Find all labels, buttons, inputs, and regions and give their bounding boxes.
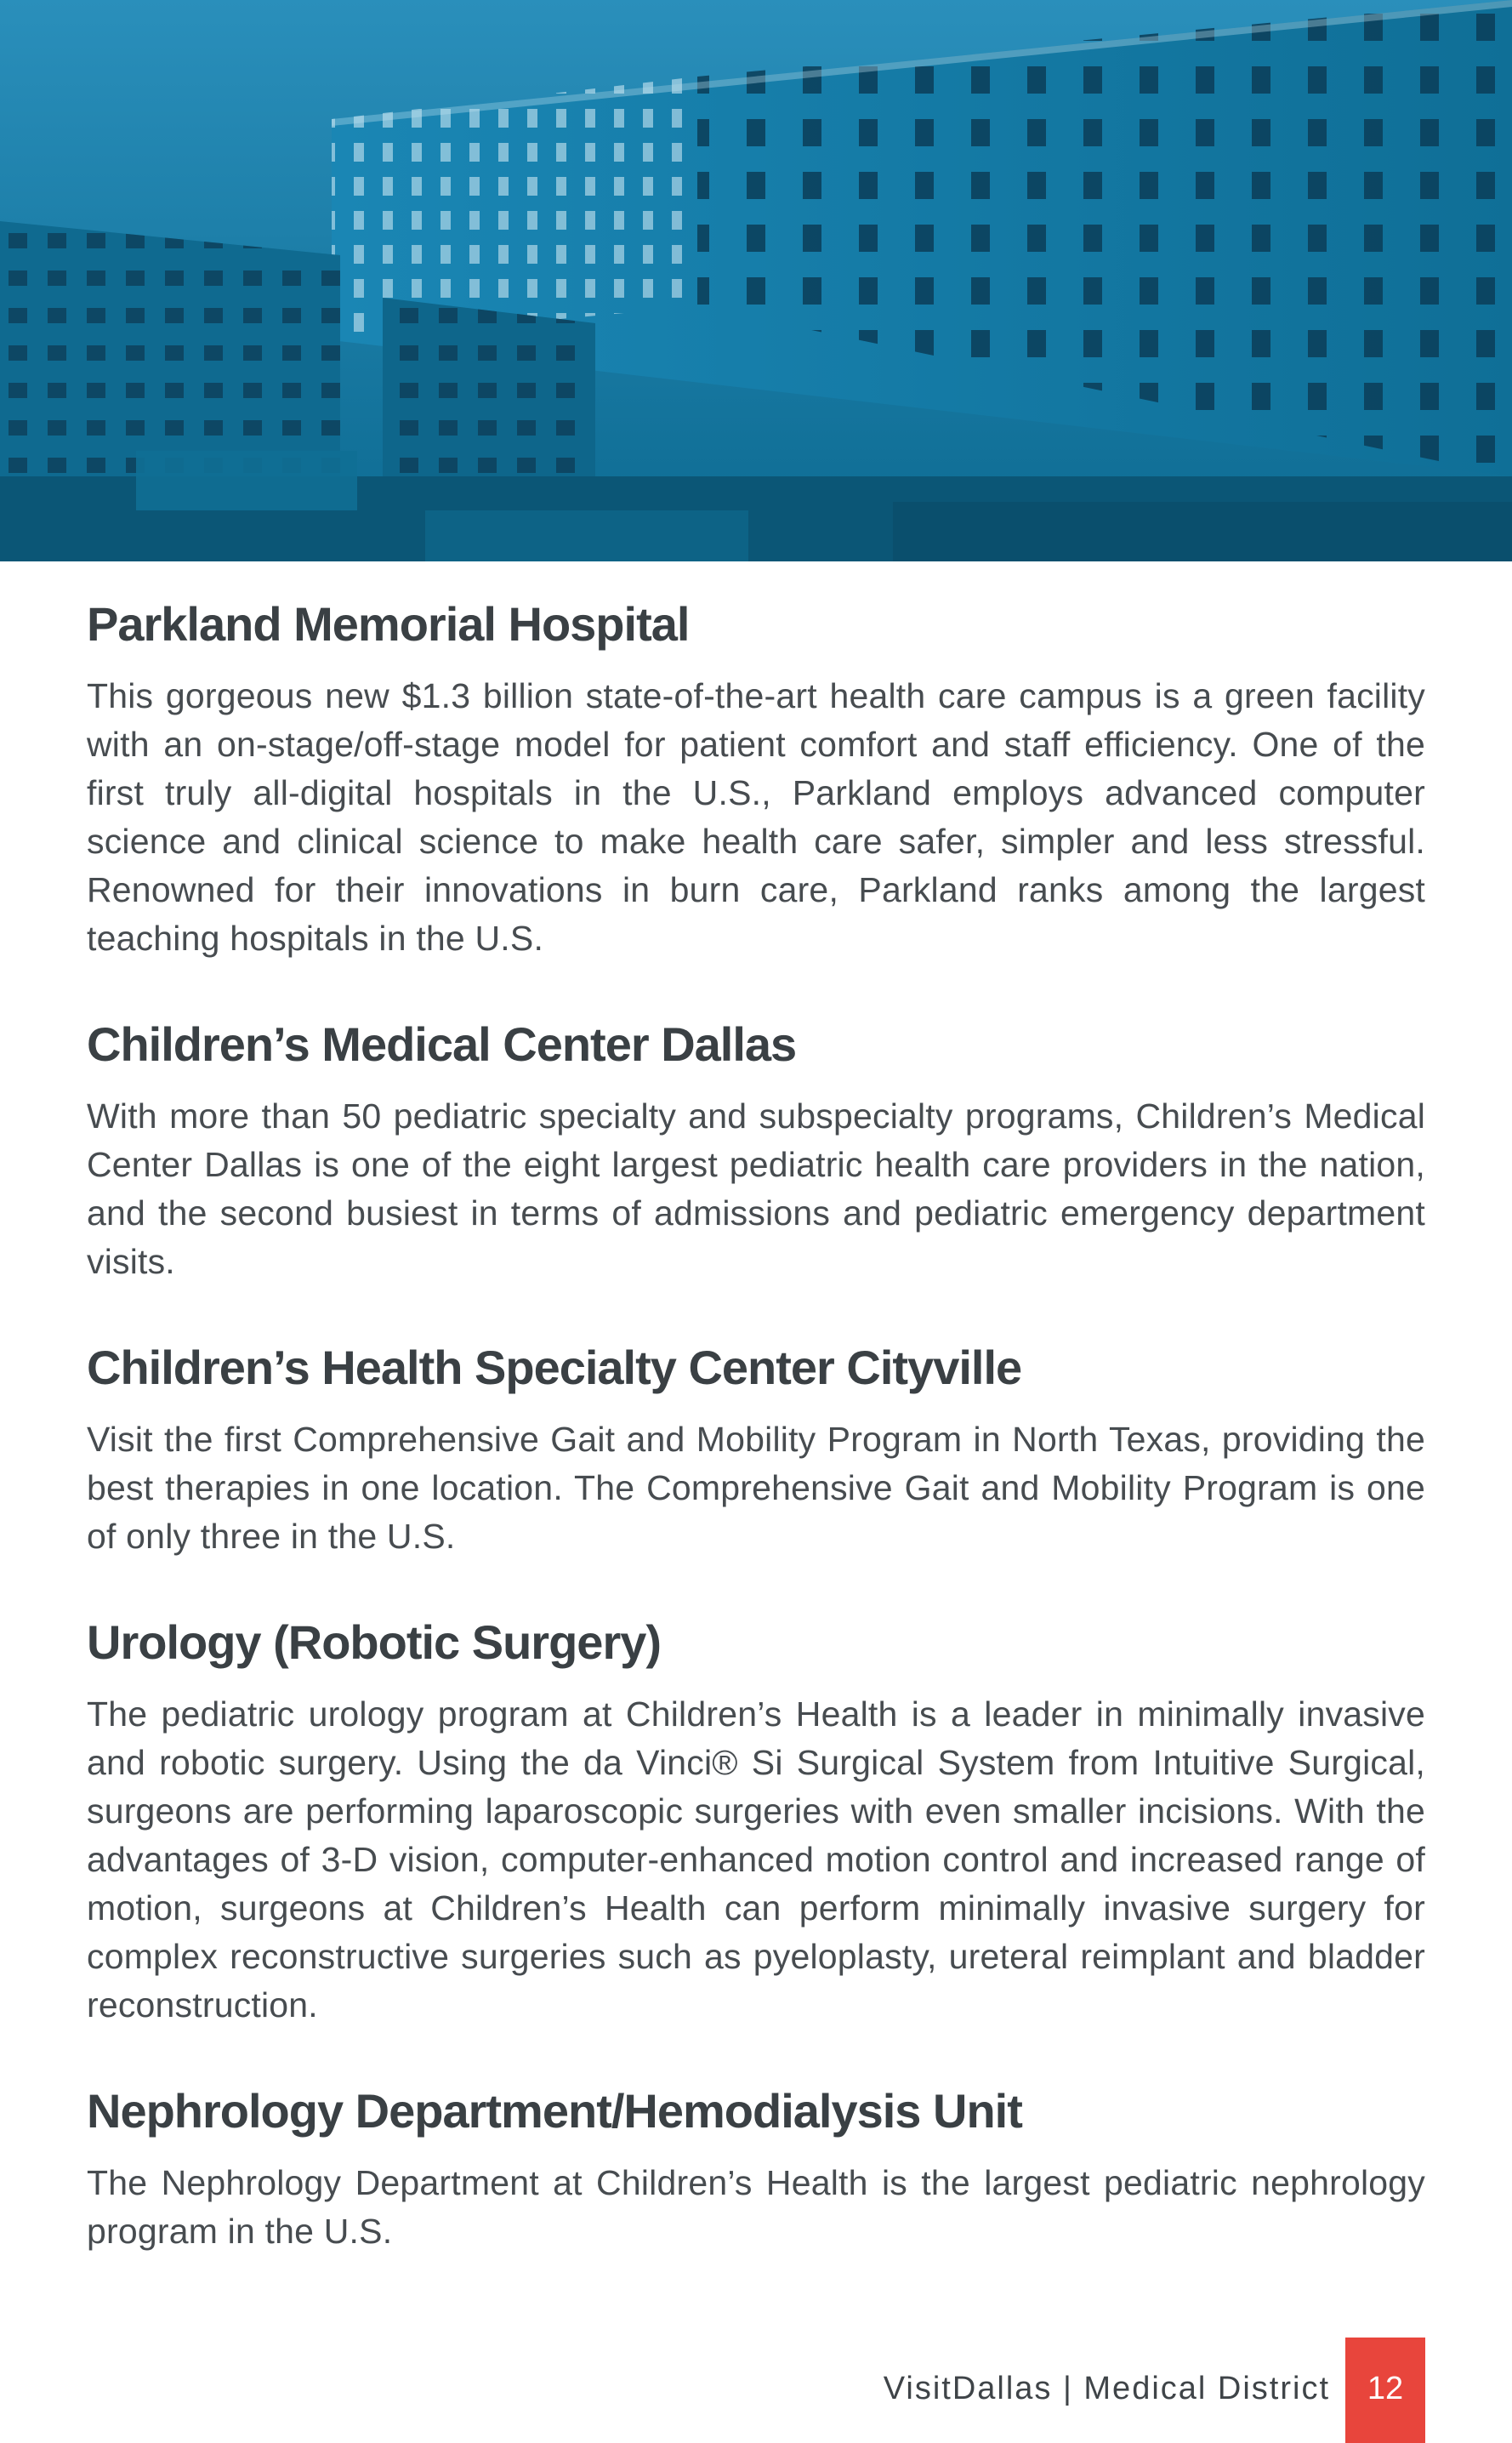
section-childrens-medical-center [87, 1016, 1425, 1286]
section-parkland [87, 595, 1425, 963]
section-body: This gorgeous new $1.3 billion state-of-the-art health care campus is a green facility with an on-stage/off-stage model for patient comfort and staff efficiency. One of the first truly all-digital hospitals in the U.S., Parkland employs advanced computer science and clinical science to make health care safer, simpler and less stressful. Renowned for their innovations in burn care, Parkland ranks among the largest teaching hospitals in the U.S. [87, 676, 1425, 958]
section-title: Children’s Health Specialty Center Cityville [87, 1341, 1022, 1394]
section-title: Parkland Memorial Hospital [87, 597, 690, 651]
hospital-building-illustration [0, 0, 1512, 561]
section-body: The Nephrology Department at Children’s Health is the largest pediatric nephrology program in the U.S. [87, 2163, 1425, 2251]
section-specialty-center-cityville [87, 1339, 1425, 1561]
section-urology [87, 1614, 1425, 2030]
section-body: The pediatric urology program at Children’s Health is a leader in minimally invasive and robotic surgery. Using the da Vinci® Si Surgical System from Intuitive Surgical, surgeons are performing laparoscopic surgeries with even smaller incisions. With the advantages of 3-D vision, computer-enhanced motion control and increased range of motion, surgeons at Children’s Health can perform minimally invasive surgery for complex reconstructive surgeries such as pyeloplasty, ureteral reimplant and bladder reconstruction. [87, 1694, 1425, 2024]
section-title: Nephrology Department/Hemodialysis Unit [87, 2084, 1022, 2138]
section-nephrology [87, 2082, 1425, 2256]
section-body: With more than 50 pediatric specialty and subspecialty programs, Children’s Medical Center Dallas is one of the eight largest pediatric health care providers in the nation, and the second busiest in terms of admissions and pediatric emergency department visits. [87, 1096, 1425, 1281]
article [87, 595, 1425, 2309]
section-title: Urology (Robotic Surgery) [87, 1615, 662, 1669]
section-body: Visit the first Comprehensive Gait and Mobility Program in North Texas, providing the best therapies in one location. The Comprehensive Gait and Mobility Program is one of only three in the U.S. [87, 1420, 1425, 1556]
hero-image [0, 0, 1512, 561]
section-title: Children’s Medical Center Dallas [87, 1017, 797, 1071]
page-footer [884, 2338, 1425, 2443]
page-number-badge: 12 [1345, 2338, 1425, 2443]
footer-publication-label: VisitDallas | Medical District [883, 2371, 1330, 2406]
